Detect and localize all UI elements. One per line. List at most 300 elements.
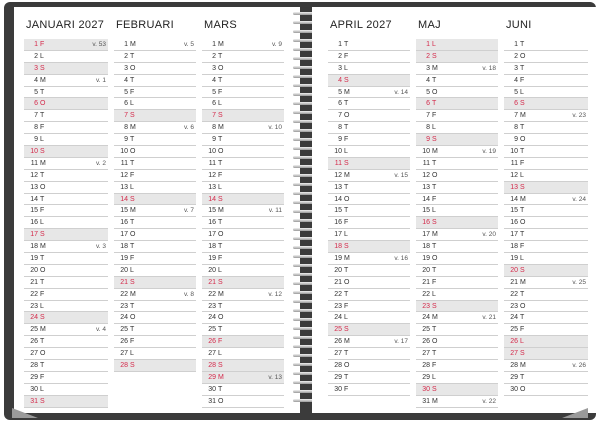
week-number: v. 7 — [184, 207, 194, 215]
weekday-letter: T — [344, 350, 349, 358]
day-number: 26 — [30, 338, 38, 346]
week-number: v. 19 — [482, 148, 496, 156]
day-number: 7 — [426, 112, 430, 120]
weekday-letter: T — [344, 41, 349, 48]
weekday-letter: T — [130, 159, 135, 167]
month-column-january — [24, 7, 108, 413]
weekday-letter: O — [218, 397, 224, 405]
day-row — [416, 110, 498, 122]
day-number: 1 — [124, 41, 128, 48]
weekday-letter: T — [218, 52, 223, 60]
day-row — [24, 312, 108, 324]
day-row — [504, 324, 588, 336]
weekday-letter: T — [218, 243, 223, 251]
weekday-letter: T — [130, 76, 135, 84]
day-number: 27 — [120, 350, 128, 358]
weekday-letter: L — [520, 255, 524, 263]
day-number: 24 — [334, 314, 342, 322]
day-number: 4 — [212, 76, 216, 84]
day-row — [24, 336, 108, 348]
day-number: 29 — [334, 373, 342, 381]
day-row — [328, 360, 410, 372]
weekday-letter: F — [40, 41, 45, 48]
weekday-letter: O — [432, 338, 438, 346]
day-row — [416, 194, 498, 206]
weekday-letter: M — [130, 124, 136, 132]
weekday-letter: L — [432, 373, 436, 381]
weekday-letter: S — [432, 385, 437, 393]
day-row — [328, 277, 410, 289]
weekday-letter: T — [520, 314, 525, 322]
day-number: 8 — [212, 124, 216, 132]
day-row — [504, 253, 588, 265]
day-row — [416, 146, 498, 158]
weekday-letter: M — [432, 148, 438, 156]
day-row — [114, 301, 196, 313]
day-row — [114, 122, 196, 134]
weekday-letter: T — [218, 136, 223, 144]
day-number: 27 — [30, 350, 38, 358]
day-number: 14 — [30, 195, 38, 203]
day-number: 22 — [334, 290, 342, 298]
day-row — [328, 194, 410, 206]
day-row — [328, 265, 410, 277]
day-row — [24, 372, 108, 384]
day-row — [24, 360, 108, 372]
day-number: 26 — [510, 338, 518, 346]
day-row — [24, 98, 108, 110]
week-number: v. 3 — [96, 243, 106, 251]
day-row — [202, 75, 284, 87]
day-row — [114, 87, 196, 99]
day-number: 15 — [422, 207, 430, 215]
day-row — [114, 312, 196, 324]
day-number: 13 — [120, 183, 128, 191]
day-row — [416, 312, 498, 324]
weekday-letter: L — [344, 314, 348, 322]
weekday-letter: O — [40, 266, 46, 274]
day-number: 10 — [422, 148, 430, 156]
day-number: 2 — [34, 52, 38, 60]
week-number: v. 14 — [394, 88, 408, 96]
day-number: 30 — [510, 385, 518, 393]
day-row — [328, 134, 410, 146]
weekday-letter: S — [432, 52, 437, 60]
day-row — [24, 253, 108, 265]
day-row — [24, 205, 108, 217]
day-number: 24 — [30, 314, 38, 322]
week-number: v. 20 — [482, 231, 496, 239]
week-number: v. 24 — [572, 195, 586, 203]
day-row — [114, 134, 196, 146]
day-row — [504, 39, 588, 51]
weekday-letter: T — [40, 278, 45, 286]
weekday-letter: L — [40, 52, 44, 60]
day-number: 2 — [338, 52, 342, 60]
day-row — [416, 158, 498, 170]
day-row — [416, 336, 498, 348]
weekday-letter: F — [130, 88, 135, 96]
day-number: 20 — [120, 266, 128, 274]
weekday-letter: T — [432, 243, 437, 251]
day-row — [416, 396, 498, 408]
day-number: 27 — [208, 350, 216, 358]
weekday-letter: S — [40, 314, 45, 322]
day-number: 23 — [120, 302, 128, 310]
weekday-letter: S — [130, 362, 135, 370]
week-number: v. 17 — [394, 338, 408, 346]
day-row — [24, 182, 108, 194]
corner-guard-left — [12, 408, 38, 418]
week-number: v. 23 — [572, 112, 586, 120]
weekday-letter: L — [130, 266, 134, 274]
weekday-letter: O — [130, 314, 136, 322]
weekday-letter: F — [344, 52, 349, 60]
day-number: 6 — [426, 100, 430, 108]
day-number: 10 — [30, 148, 38, 156]
day-number: 29 — [422, 373, 430, 381]
weekday-letter: O — [520, 136, 526, 144]
weekday-letter: T — [432, 350, 437, 358]
day-row — [328, 39, 410, 51]
day-row — [328, 289, 410, 301]
day-row — [24, 146, 108, 158]
day-number: 13 — [422, 183, 430, 191]
day-number: 4 — [124, 76, 128, 84]
day-row — [24, 384, 108, 396]
day-row — [416, 75, 498, 87]
weekday-letter: T — [432, 183, 437, 191]
day-number: 2 — [426, 52, 430, 60]
day-list — [24, 39, 108, 408]
day-row — [504, 87, 588, 99]
day-row — [416, 182, 498, 194]
week-number: v. 25 — [572, 278, 586, 286]
day-number: 9 — [124, 136, 128, 144]
day-row — [202, 122, 284, 134]
day-number: 25 — [208, 326, 216, 334]
weekday-letter: L — [432, 41, 436, 48]
day-number: 9 — [34, 136, 38, 144]
weekday-letter: L — [344, 231, 348, 239]
day-number: 28 — [334, 362, 342, 370]
day-number: 11 — [30, 159, 38, 167]
weekday-letter: O — [432, 171, 438, 179]
month-column-february — [114, 7, 196, 413]
day-number: 29 — [208, 373, 216, 381]
day-number: 1 — [514, 41, 518, 48]
weekday-letter: O — [40, 100, 46, 108]
day-row — [504, 182, 588, 194]
weekday-letter: F — [520, 76, 525, 84]
day-number: 15 — [120, 207, 128, 215]
weekday-letter: T — [432, 266, 437, 274]
weekday-letter: O — [432, 255, 438, 263]
month-column-june — [504, 7, 588, 413]
day-number: 6 — [34, 100, 38, 108]
weekday-letter: S — [344, 159, 349, 167]
weekday-letter: T — [40, 195, 45, 203]
day-number: 3 — [338, 64, 342, 72]
day-row — [328, 122, 410, 134]
day-row — [114, 63, 196, 75]
day-number: 11 — [208, 159, 216, 167]
day-number: 22 — [30, 290, 38, 298]
weekday-letter: M — [218, 41, 224, 48]
day-number: 29 — [510, 373, 518, 381]
day-number: 2 — [514, 52, 518, 60]
day-row — [328, 384, 410, 396]
day-row — [504, 372, 588, 384]
day-number: 23 — [208, 302, 216, 310]
day-number: 26 — [120, 338, 128, 346]
day-number: 8 — [514, 124, 518, 132]
weekday-letter: S — [520, 183, 525, 191]
day-number: 17 — [208, 231, 216, 239]
day-number: 17 — [334, 231, 342, 239]
weekday-letter: T — [520, 373, 525, 381]
day-number: 26 — [422, 338, 430, 346]
weekday-letter: F — [344, 302, 349, 310]
day-number: 27 — [510, 350, 518, 358]
weekday-letter: T — [520, 148, 525, 156]
weekday-letter: T — [344, 183, 349, 191]
day-number: 10 — [334, 148, 342, 156]
day-row — [114, 75, 196, 87]
day-row — [416, 51, 498, 63]
month-title: JANUARI 2027 — [26, 19, 105, 31]
day-row — [328, 98, 410, 110]
day-number: 25 — [422, 326, 430, 334]
weekday-letter: T — [218, 159, 223, 167]
day-number: 13 — [30, 183, 38, 191]
day-row — [202, 51, 284, 63]
day-row — [328, 241, 410, 253]
week-number: v. 22 — [482, 397, 496, 405]
day-number: 12 — [510, 171, 518, 179]
weekday-letter: O — [520, 52, 526, 60]
weekday-letter: T — [218, 219, 223, 227]
day-row — [416, 289, 498, 301]
weekday-letter: L — [218, 266, 222, 274]
day-number: 12 — [30, 171, 38, 179]
day-row — [202, 265, 284, 277]
day-number: 18 — [120, 243, 128, 251]
weekday-letter: F — [432, 278, 437, 286]
day-row — [416, 98, 498, 110]
weekday-letter: T — [40, 112, 45, 120]
day-number: 8 — [34, 124, 38, 132]
day-row — [202, 146, 284, 158]
weekday-letter: O — [344, 112, 350, 120]
day-number: 11 — [510, 159, 518, 167]
weekday-letter: T — [344, 124, 349, 132]
day-number: 6 — [124, 100, 128, 108]
weekday-letter: M — [218, 290, 224, 298]
day-number: 9 — [338, 136, 342, 144]
weekday-letter: M — [130, 290, 136, 298]
day-row — [114, 241, 196, 253]
day-row — [416, 265, 498, 277]
day-row — [202, 194, 284, 206]
day-row — [328, 63, 410, 75]
day-row — [416, 205, 498, 217]
weekday-letter: T — [520, 231, 525, 239]
weekday-letter: T — [130, 302, 135, 310]
day-row — [504, 217, 588, 229]
weekday-letter: S — [432, 136, 437, 144]
day-number: 5 — [212, 88, 216, 96]
weekday-letter: L — [520, 338, 524, 346]
day-row — [328, 348, 410, 360]
day-number: 13 — [208, 183, 216, 191]
day-number: 11 — [334, 159, 342, 167]
weekday-letter: M — [344, 255, 350, 263]
weekday-letter: L — [520, 171, 524, 179]
day-row — [202, 312, 284, 324]
day-row — [416, 241, 498, 253]
day-row — [202, 384, 284, 396]
day-row — [24, 396, 108, 408]
day-row — [328, 336, 410, 348]
weekday-letter: F — [432, 112, 437, 120]
day-number: 19 — [334, 255, 342, 263]
week-number: v. 21 — [482, 314, 496, 322]
day-row — [24, 51, 108, 63]
weekday-letter: S — [432, 302, 437, 310]
weekday-letter: F — [40, 373, 45, 381]
day-row — [416, 217, 498, 229]
weekday-letter: S — [344, 76, 349, 84]
day-row — [504, 63, 588, 75]
weekday-letter: L — [218, 183, 222, 191]
weekday-letter: T — [520, 124, 525, 132]
weekday-letter: S — [520, 350, 525, 358]
weekday-letter: L — [130, 350, 134, 358]
weekday-letter: L — [40, 385, 44, 393]
month-column-april — [328, 7, 410, 413]
day-number: 30 — [208, 385, 216, 393]
weekday-letter: T — [40, 255, 45, 263]
day-number: 21 — [334, 278, 342, 286]
day-list — [114, 39, 196, 372]
weekday-letter: L — [130, 100, 134, 108]
week-number: v. 53 — [92, 41, 106, 48]
day-row — [504, 134, 588, 146]
day-number: 23 — [422, 302, 430, 310]
weekday-letter: L — [40, 302, 44, 310]
weekday-letter: F — [218, 338, 223, 346]
day-number: 1 — [212, 41, 216, 48]
day-number: 28 — [30, 362, 38, 370]
day-row — [24, 194, 108, 206]
day-row — [416, 122, 498, 134]
weekday-letter: T — [520, 290, 525, 298]
weekday-letter: T — [520, 41, 525, 48]
weekday-letter: M — [432, 64, 438, 72]
week-number: v. 11 — [268, 207, 282, 215]
day-number: 22 — [510, 290, 518, 298]
day-row — [24, 110, 108, 122]
day-row — [114, 324, 196, 336]
day-number: 12 — [422, 171, 430, 179]
weekday-letter: F — [40, 207, 45, 215]
day-number: 2 — [212, 52, 216, 60]
weekday-letter: M — [130, 207, 136, 215]
day-row — [504, 277, 588, 289]
day-row — [504, 348, 588, 360]
day-number: 15 — [30, 207, 38, 215]
day-number: 1 — [338, 41, 342, 48]
weekday-letter: O — [40, 183, 46, 191]
month-title: MARS — [204, 19, 237, 31]
day-row — [202, 241, 284, 253]
weekday-letter: O — [218, 148, 224, 156]
weekday-letter: M — [520, 195, 526, 203]
weekday-letter: T — [344, 266, 349, 274]
day-row — [202, 217, 284, 229]
day-row — [202, 360, 284, 372]
day-number: 16 — [208, 219, 216, 227]
weekday-letter: S — [40, 397, 45, 405]
weekday-letter: S — [130, 112, 135, 120]
day-number: 14 — [422, 195, 430, 203]
weekday-letter: M — [40, 243, 46, 251]
day-number: 9 — [426, 136, 430, 144]
day-row — [328, 146, 410, 158]
day-row — [416, 324, 498, 336]
day-list — [202, 39, 284, 408]
day-row — [24, 277, 108, 289]
day-number: 10 — [120, 148, 128, 156]
day-number: 7 — [124, 112, 128, 120]
day-row — [328, 170, 410, 182]
day-number: 25 — [30, 326, 38, 334]
day-row — [24, 122, 108, 134]
day-number: 27 — [422, 350, 430, 358]
day-row — [202, 205, 284, 217]
weekday-letter: T — [218, 326, 223, 334]
day-number: 22 — [120, 290, 128, 298]
day-number: 19 — [510, 255, 518, 263]
weekday-letter: L — [432, 290, 436, 298]
planner-cover — [4, 2, 596, 420]
weekday-letter: F — [344, 385, 349, 393]
day-row — [114, 194, 196, 206]
day-row — [416, 301, 498, 313]
day-number: 17 — [120, 231, 128, 239]
day-row — [114, 158, 196, 170]
day-row — [328, 312, 410, 324]
day-number: 11 — [120, 159, 128, 167]
weekday-letter: M — [520, 278, 526, 286]
day-row — [114, 217, 196, 229]
day-number: 21 — [30, 278, 38, 286]
day-number: 5 — [514, 88, 518, 96]
week-number: v. 13 — [268, 373, 282, 381]
day-number: 20 — [422, 266, 430, 274]
day-row — [114, 277, 196, 289]
day-number: 2 — [124, 52, 128, 60]
weekday-letter: M — [40, 76, 46, 84]
day-number: 6 — [212, 100, 216, 108]
weekday-letter: O — [40, 350, 46, 358]
weekday-letter: F — [130, 255, 135, 263]
right-page — [312, 7, 596, 413]
day-list — [504, 39, 588, 396]
day-number: 3 — [34, 64, 38, 72]
left-page — [14, 7, 300, 413]
